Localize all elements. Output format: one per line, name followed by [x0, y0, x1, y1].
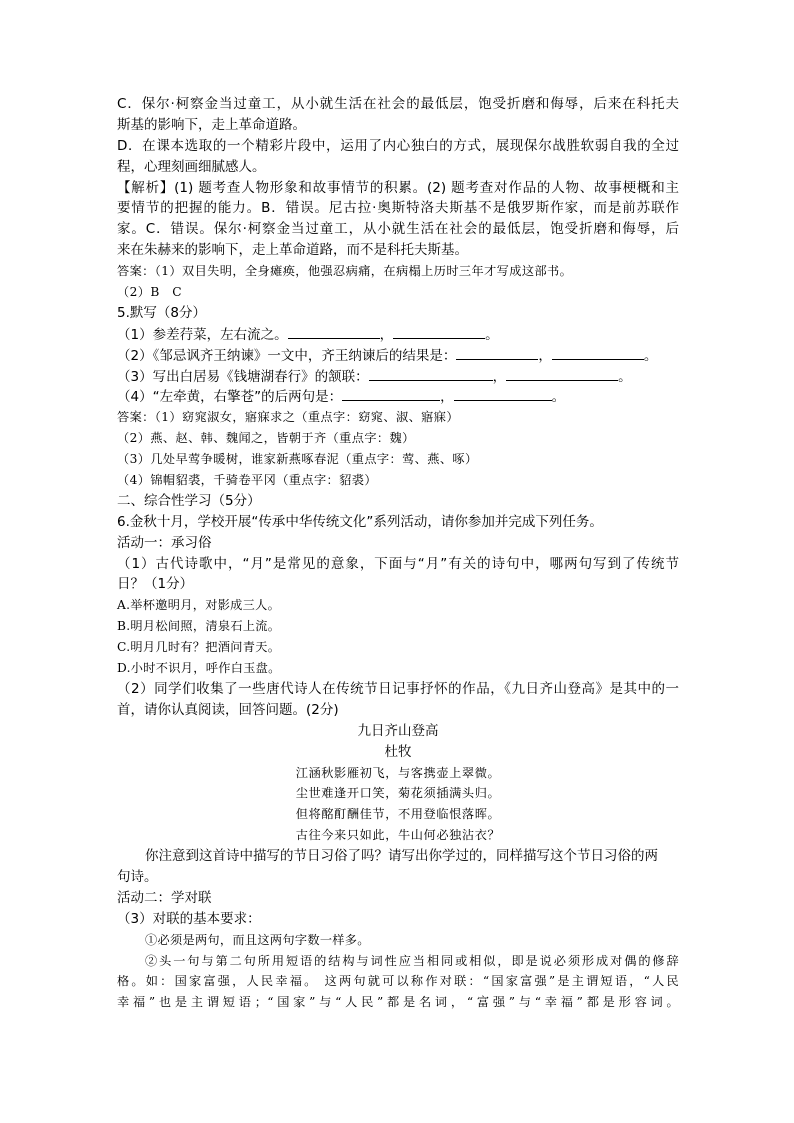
poem-question-line-1: 你注意到这首诗中描写的节日习俗了吗？请写出你学过的，同样描写这个节日习俗的两	[145, 848, 658, 865]
answer-blank[interactable]	[506, 366, 618, 381]
poem-line-4: 古往今来只如此，牛山何必独沾衣？	[295, 828, 501, 843]
poem-author: 杜牧	[384, 743, 412, 760]
comma: ，	[379, 326, 394, 343]
option-d-line-1: D．在课本选取的一个精彩片段中，运用了内心独白的方式，展现保尔战胜软弱自我的全过	[117, 137, 679, 154]
q5-1-text: （1）参差荇菜，左右流之。	[117, 326, 288, 343]
poem-line-3: 但将酩酊酬佳节，不用登临恨落晖。	[295, 807, 501, 822]
answer-blank[interactable]	[454, 386, 552, 401]
question-5-heading: 5.默写（8分）	[117, 304, 206, 321]
question-5-item-2	[117, 345, 679, 366]
option-b: B.明月松间照，清泉石上流。	[117, 619, 281, 634]
answer-blank[interactable]	[342, 386, 440, 401]
q6-2-line-1: （2）同学们收集了一些唐代诗人在传统节日记事抒怀的作品，《九日齐山登高》是其中的一	[117, 680, 679, 697]
q5-3-text: （3）写出白居易《钱塘湖春行》的颔联：	[117, 368, 369, 385]
question-5-item-1	[117, 324, 679, 345]
analysis-line-2: 要情节的把握的能力。B．错误。尼古拉·奥斯特洛夫斯基不是俄罗斯作家，而是前苏联作	[117, 200, 679, 217]
analysis-line-1: 【解析】(1) 题考查人物形象和故事情节的积累。(2) 题考查对作品的人物、故事梗概和主	[117, 179, 679, 196]
poem-question-line-2: 句诗。	[117, 868, 158, 885]
question-6-intro: 6.金秋十月，学校开展“传承中华传统文化”系列活动，请你参加并完成下列任务。	[117, 513, 603, 530]
activity-1-heading: 活动一：承习俗	[117, 534, 212, 551]
answer-5-line-2: （2）燕、赵、韩、魏闻之，皆朝于齐（重点字：魏）	[117, 431, 415, 446]
q5-4-text: （4）“左牵黄，右擎苍”的后两句是：	[117, 389, 343, 406]
q6-3-heading: （3）对联的基本要求：	[117, 910, 261, 927]
poem-title: 九日齐山登高	[357, 722, 439, 739]
comma: ，	[538, 347, 552, 364]
q6-2-line-2: 首，请你认真阅读，回答问题。(2分)	[117, 701, 339, 718]
option-c-line-1: C．保尔·柯察金当过童工，从小就生活在社会的最低层，饱受折磨和侮辱，后来在科托夫	[117, 96, 679, 112]
poem-line-1: 江涵秋影雁初飞，与客携壶上翠微。	[295, 765, 501, 780]
period: 。	[643, 347, 658, 364]
answer-blank[interactable]	[456, 345, 538, 360]
comma: ，	[492, 368, 507, 385]
rule-2-line-2: 格。如：国家富强，人民幸福。 这两句就可以称作对联：“国家富强”是主谓短语，“人民	[117, 974, 679, 989]
analysis-line-3: 家。C．错误。保尔·柯察金当过童工，从小就生活在社会的最低层，饱受折磨和侮辱，后	[117, 221, 679, 238]
answer-blank[interactable]	[552, 345, 644, 360]
answer-blank[interactable]	[393, 324, 485, 339]
section-2-heading: 二、综合性学习（5分）	[117, 492, 261, 509]
option-c: C.明月几时有？把酒问青天。	[117, 640, 281, 655]
period: 。	[551, 389, 566, 406]
q6-1-line-2: 日？（1分）	[117, 576, 194, 593]
answer-line-1: 答案：（1）双目失明，全身瘫痪，他强忍病痛，在病榻上历时三年才写成这部书。	[117, 264, 573, 279]
rule-1: ①必须是两句，而且这两句字数一样多。	[145, 932, 370, 947]
q6-1-line-1: （1）古代诗歌中，“月”是常见的意象，下面与“月”有关的诗句中，哪两句写到了传统节	[117, 555, 679, 572]
answer-blank[interactable]	[369, 366, 493, 381]
answer-5-line-1: 答案：（1）窈窕淑女，寤寐求之（重点字：窈窕、淑、寤寐）	[117, 410, 459, 425]
option-c-line-2: 斯基的影响下，走上革命道路。	[117, 116, 306, 133]
period: 。	[485, 326, 499, 343]
rule-2-line-3: 幸福”也是主谓短语；“国家”与“人民”都是名词，“富强”与“幸福”都是形容词。	[117, 995, 679, 1010]
answer-5-line-3: （3）几处早莺争暖树，谁家新燕啄春泥（重点字：莺、燕、啄）	[117, 452, 478, 467]
option-d-line-2: 程，心理刻画细腻感人。	[117, 158, 266, 175]
period: 。	[618, 368, 632, 385]
q5-2-text: （2）《邹忌讽齐王纳谏》一文中，齐王纳谏后的结果是：	[117, 347, 457, 364]
analysis-line-4: 来在朱赫来的影响下，走上革命道路，而不是科托夫斯基。	[117, 242, 468, 259]
answer-line-2: （2）B C	[117, 285, 182, 300]
answer-5-line-4: （4）锦帽貂裘，千骑卷平冈（重点字：貂裘）	[117, 473, 377, 488]
poem-line-2: 尘世难逢开口笑，菊花须插满头归。	[295, 786, 501, 801]
answer-blank[interactable]	[288, 324, 380, 339]
option-d: D.小时不识月，呼作白玉盘。	[117, 661, 281, 676]
question-5-item-4	[117, 386, 679, 407]
question-5-item-3	[117, 366, 679, 387]
rule-2-line-1: ②头一句与第二句所用短语的结构与词性应当相同或相似，即是说必须形成对偶的修辞	[145, 953, 679, 968]
document-page	[117, 94, 679, 1013]
comma: ，	[440, 389, 454, 406]
option-a: A.举杯邀明月，对影成三人。	[117, 598, 281, 613]
activity-2-heading: 活动二：学对联	[117, 889, 212, 906]
